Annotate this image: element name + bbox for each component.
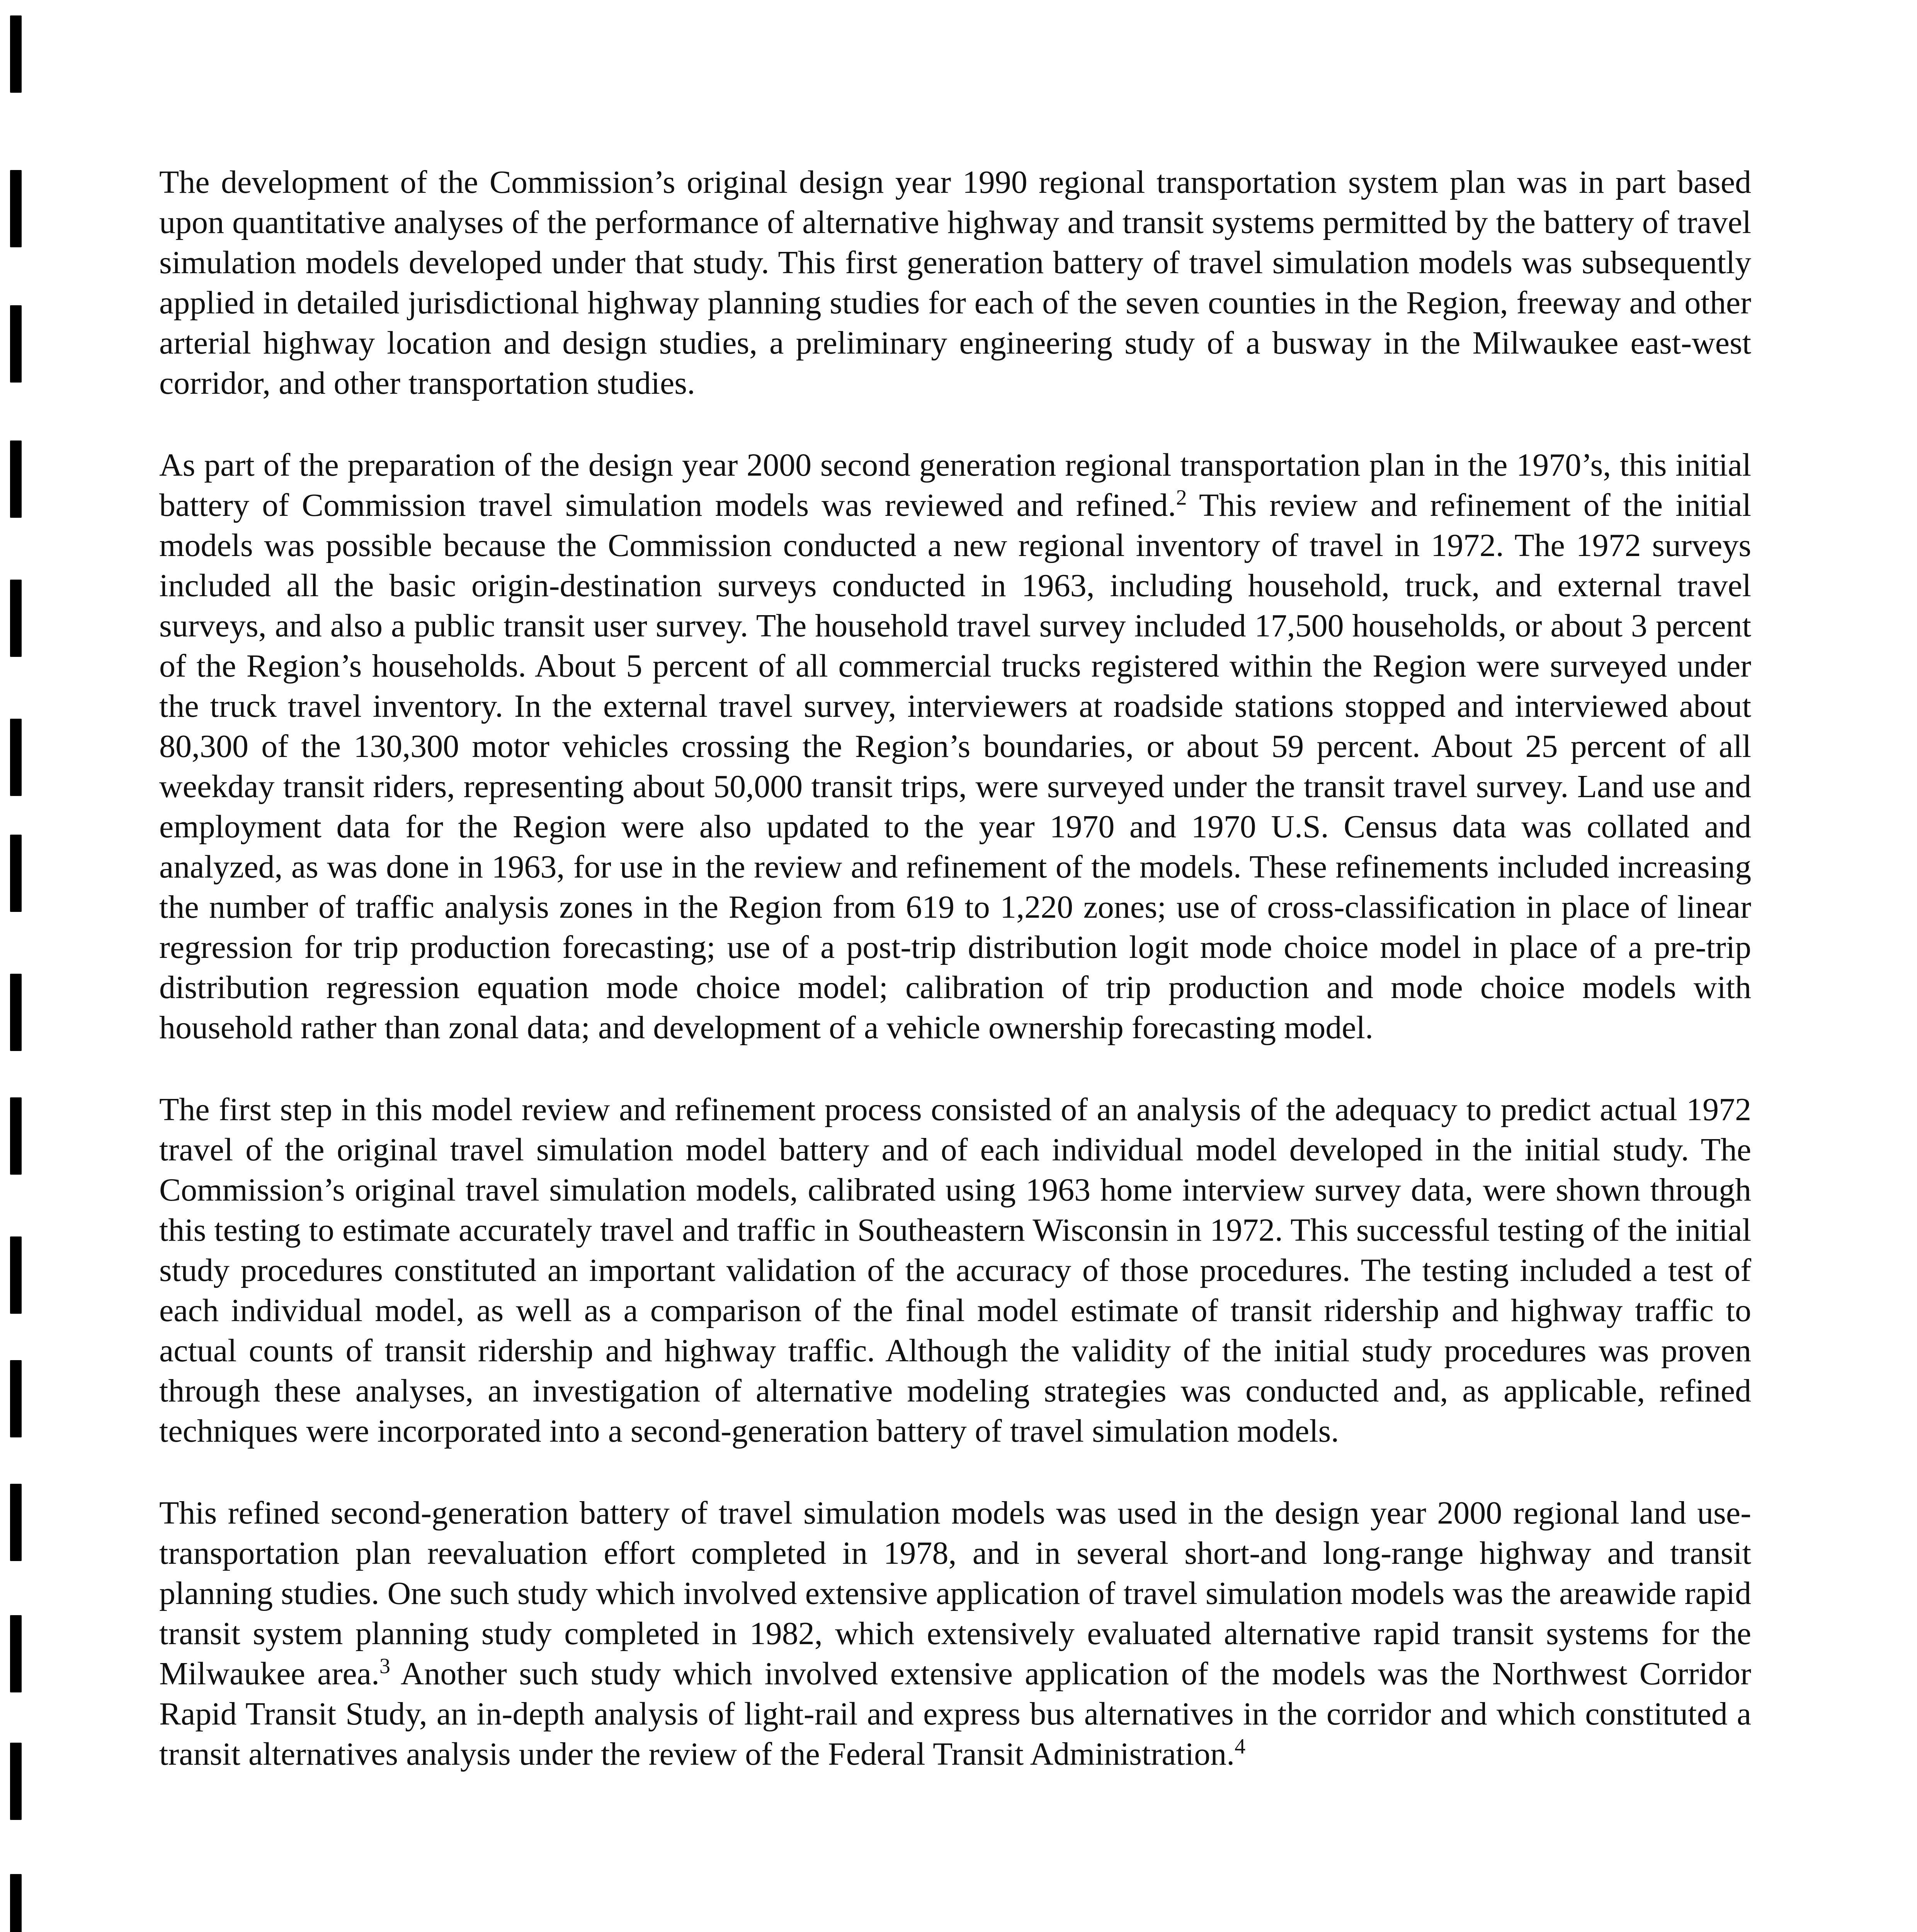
binding-mark xyxy=(10,719,22,796)
body-text xyxy=(159,162,1751,1816)
binding-mark xyxy=(10,15,22,93)
paragraph-text: This review and refinement of the initial models was possible because the Commission conducted a new regional inventory of travel in 1972. The 1972 surveys included all the basic origin-destination surveys conducted in 1963, including household, truck, and external travel surveys, and also a public transit user survey. The household travel survey included 17,500 households, or about 3 percent of the Region’s households. About 5 percent of all commercial trucks registered within the Region were surveyed under the truck travel inventory. In the external travel survey, interviewers at roadside stations stopped and interviewed about 80,300 of the 130,300 motor vehicles crossing the Region’s boundaries, or about 59 percent. About 25 percent of all weekday transit riders, representing about 50,000 transit trips, were surveyed under the transit travel survey. Land use and employment data for the Region were also updated to the year 1970 and 1970 U.S. Census data was collated and analyzed, as was done in 1963, for use in the review and refinement of the models. These refinements included increasing the number of traffic analysis zones in the Region from 619 to 1,220 zones; use of cross-classification in place of linear regression for trip production forecasting; use of a post-trip distribution logit mode choice model in place of a pre-trip distribution regression equation mode choice model; calibration of trip production and mode choice models with household rather than zonal data; and development of a vehicle ownership forecasting model. xyxy=(159,487,1751,1046)
binding-mark xyxy=(10,1615,22,1692)
binding-mark xyxy=(10,1743,22,1820)
binding-mark xyxy=(10,974,22,1051)
paragraph-1 xyxy=(159,162,1751,403)
paragraph-text: The development of the Commission’s original design year 1990 regional transportation system plan was in part based upon quantitative analyses of the performance of alternative highway and transit systems permitted by the battery of travel simulation models developed under that study. This first generation battery of travel simulation models was subsequently applied in detailed jurisdictional highway planning studies for each of the seven counties in the Region, freeway and other arterial highway location and design studies, a preliminary engineering study of a busway in the Milwaukee east-west corridor, and other transportation studies. xyxy=(159,164,1751,401)
binding-mark xyxy=(10,1360,22,1437)
footnote-ref-2: 2 xyxy=(1176,486,1187,510)
binding-mark xyxy=(10,835,22,912)
binding-mark xyxy=(10,1484,22,1561)
binding-mark xyxy=(10,1874,22,1932)
binding-mark xyxy=(10,580,22,657)
paragraph-text: This refined second-generation battery of travel simulation models was used in the design year 2000 regional land use-transportation plan reevaluation effort completed in 1978, and in several short-and long-range highway and transit planning studies. One such study which involved extensive application of travel simulation models was the areawide rapid transit system planning study completed in 1982, which extensively evaluated alternative rapid transit systems for the Milwaukee area. xyxy=(159,1495,1751,1692)
binding-mark xyxy=(10,440,22,518)
footnote-ref-3: 3 xyxy=(379,1654,390,1678)
paragraph-text: The first step in this model review and refinement process consisted of an analysis of the adequacy to predict actual 1972 travel of the original travel simulation model battery and of each individual model developed in the initial study. The Commission’s original travel simulation models, calibrated using 1963 home interview survey data, were shown through this testing to estimate accurately travel and traffic in Southeastern Wisconsin in 1972. This successful testing of the initial study procedures constituted an important validation of the accuracy of those procedures. The testing included a test of each individual model, as well as a comparison of the final model estimate of transit ridership and highway traffic to actual counts of transit ridership and highway traffic. Although the validity of the initial study procedures was proven through these analyses, an investigation of alternative modeling strategies was conducted and, as applicable, refined techniques were incorporated into a second-generation battery of travel simulation models. xyxy=(159,1092,1751,1449)
binding-mark xyxy=(10,1097,22,1175)
paragraph-3 xyxy=(159,1090,1751,1451)
binding-mark xyxy=(10,305,22,383)
footnote-ref-4: 4 xyxy=(1235,1735,1246,1759)
paragraph-text: Another such study which involved extensive application of the models was the Northwest Corridor Rapid Transit Study, an in-depth analysis of light-rail and express bus alternatives in the corridor and which constituted a transit alternatives analysis under the review of the Federal Transit Administration. xyxy=(159,1656,1752,1772)
binding-mark xyxy=(10,1236,22,1314)
paragraph-2 xyxy=(159,445,1751,1048)
paragraph-text: As part of the preparation of the design year 2000 second generation regional transportation plan in the 1970’s, this initial battery of Commission travel simulation models was reviewed and refined. xyxy=(159,447,1751,523)
paragraph-4 xyxy=(159,1493,1751,1774)
binding-mark xyxy=(10,170,22,247)
